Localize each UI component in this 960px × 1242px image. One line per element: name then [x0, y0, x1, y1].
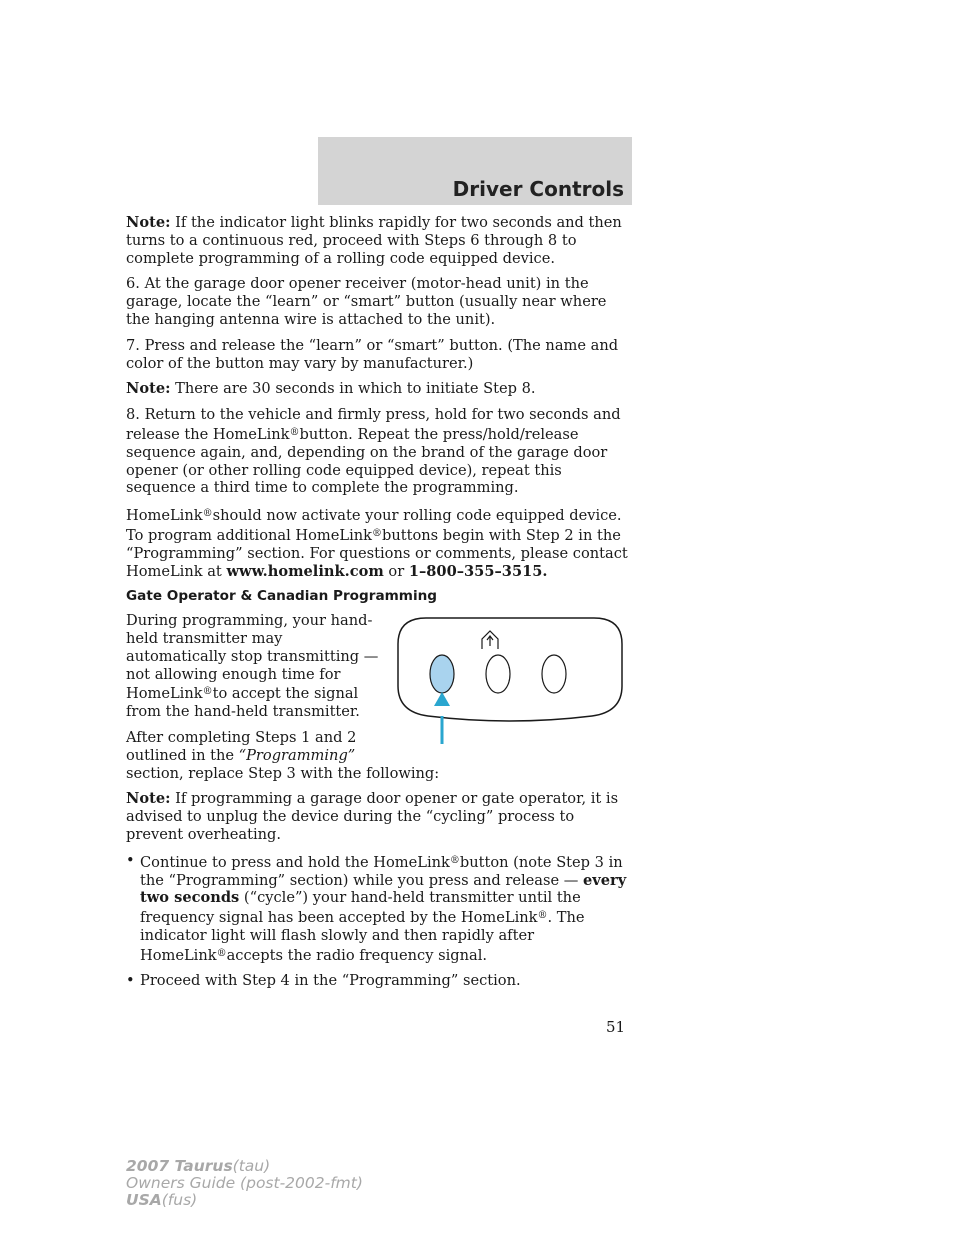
paragraph-text: should now activate your rolling code equipped device. To program additional HomeLink	[126, 507, 622, 544]
homelink-buttons-figure	[392, 612, 628, 757]
step-8-text: 8. Return to the vehicle and firmly press, hold for two seconds and release the HomeLink	[126, 406, 621, 443]
bullet-text: accepts the radio frequency signal.	[226, 946, 488, 964]
registered-mark: ®	[216, 947, 227, 959]
bullet-text: Proceed with Step 4 in the “Programming” section.	[140, 972, 521, 990]
bullet-text: . The indicator light will flash slowly and then rapidly after HomeLink	[140, 909, 585, 964]
bullet-dot: •	[126, 851, 135, 869]
note-label: Note:	[126, 214, 171, 231]
footer-market: USA	[126, 1191, 162, 1209]
website-link[interactable]: www.homelink.com	[226, 562, 384, 580]
bullet-emphasis: every two seconds	[140, 871, 627, 907]
note-label: Note:	[126, 790, 171, 808]
footer	[126, 1158, 363, 1209]
note-paragraph	[126, 380, 634, 398]
footer-line: Owners Guide (post-2002-fmt)	[126, 1174, 363, 1192]
note-text: There are 30 seconds in which to initiate Step 8.	[175, 380, 536, 398]
bullet-item	[126, 852, 634, 965]
note-paragraph	[126, 790, 634, 843]
page-content	[126, 214, 634, 998]
homelink-button-3	[542, 655, 566, 693]
homelink-word: HomeLink	[126, 507, 203, 525]
garage-house-icon	[482, 631, 498, 649]
paragraph-text: During programming, your hand-held transmitter may automatically stop transmitting — not allowing enough time for HomeLink	[126, 612, 379, 703]
note-label: Note:	[126, 380, 171, 398]
footer-code: (fus)	[161, 1191, 198, 1209]
page-number: 51	[606, 1018, 626, 1036]
registered-mark: ®	[289, 426, 300, 438]
note-text: If the indicator light blinks rapidly for two seconds and then turns to a continuous red, proceed with Steps 6 through 8 to complete programming of a rolling code equipped device.	[126, 214, 622, 267]
bullet-item	[126, 972, 634, 990]
bullet-text: button (note Step 3 in the “Programming” section) while you press and release —	[140, 853, 623, 889]
registered-mark: ®	[202, 686, 213, 698]
bullet-text: (“cycle”) your hand-held transmitter until the frequency signal has been accepted by the HomeLink	[140, 889, 581, 927]
step-8-text: button. Repeat the press/hold/release sequence again, and, depending on the brand of the garage door opener (or other rolling code equipped device), repeat this sequence a third time to complete the programming.	[126, 425, 608, 497]
header-band	[318, 137, 632, 205]
step-7: 7. Press and release the “learn” or “smart” button. (The name and color of the button may vary by manufacturer.)	[126, 336, 619, 372]
programming-reference: “Programming”	[238, 746, 356, 764]
bullet-text: Continue to press and hold the HomeLink	[140, 853, 450, 871]
homelink-button-1	[430, 655, 454, 693]
registered-mark: ®	[202, 508, 213, 520]
footer-code: (tau)	[232, 1157, 271, 1175]
registered-mark: ®	[537, 910, 548, 922]
footer-model: 2007 Taurus	[126, 1157, 233, 1175]
paragraph-text: or	[388, 562, 405, 580]
step-6: 6. At the garage door opener receiver (motor-head unit) in the garage, locate the “learn” or “smart” button (usually near where the hanging antenna wire is attached to the unit).	[126, 275, 607, 328]
section-title: Driver Controls	[452, 177, 624, 201]
paragraph-text: buttons begin with Step 2 in the “Programming” section. For questions or comments, please contact HomeLink at	[126, 526, 628, 580]
footer-line	[126, 1192, 363, 1209]
homelink-button-2	[486, 655, 510, 693]
note-paragraph	[126, 214, 634, 267]
footer-line	[126, 1158, 363, 1175]
subsection-heading: Gate Operator & Canadian Programming	[126, 588, 438, 605]
registered-mark: ®	[449, 854, 460, 866]
bullet-dot: •	[126, 972, 135, 990]
phone-number: 1–800–355–3515.	[408, 562, 548, 580]
registered-mark: ®	[372, 527, 382, 539]
paragraph-text: to accept the signal from the hand-held transmitter.	[126, 685, 360, 721]
note-text: If programming a garage door opener or gate operator, it is advised to unplug the device during the “cycling” process to prevent overheating.	[126, 790, 619, 843]
homelink-paragraph	[126, 505, 634, 580]
paragraph-text: After completing Steps 1 and 2 outlined in the	[126, 728, 357, 764]
step-8	[126, 406, 634, 497]
paragraph-text: section, replace Step 3 with the following:	[126, 764, 440, 782]
